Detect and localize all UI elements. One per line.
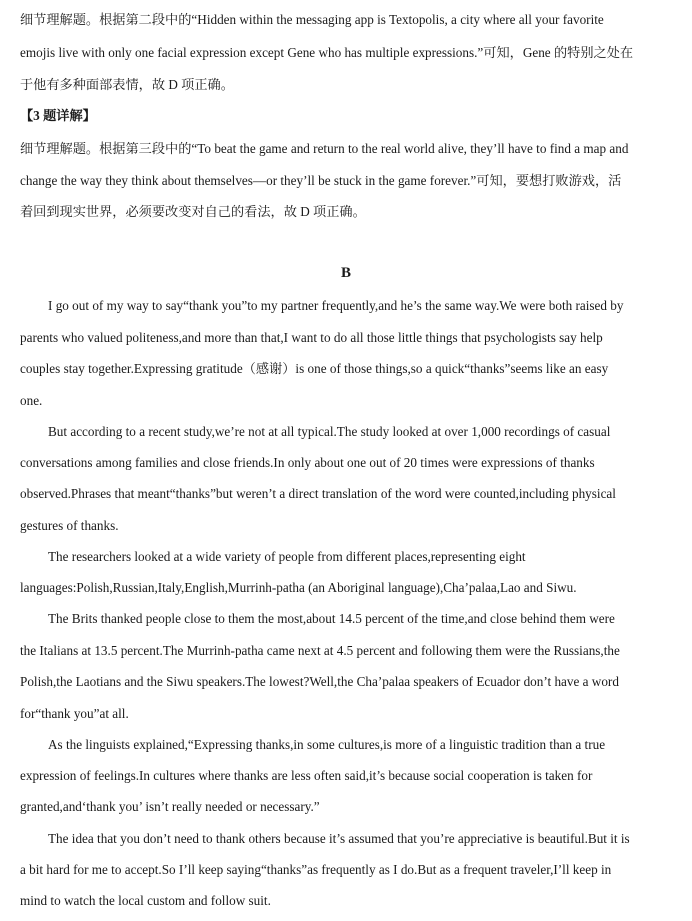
passage-line: But according to a recent study,we’re not at all typical.The study looked at over 1,000 recordings of casual <box>48 424 611 439</box>
passage-line: expression of feelings.In cultures where thanks are less often said,it’s because social cooperation is taken for <box>20 768 593 783</box>
passage-line: Polish,the Laotians and the Siwu speakers.The lowest?Well,the Cha’palaa speakers of Ecuador don’t have a word <box>20 674 619 689</box>
passage-line: one. <box>20 393 43 408</box>
passage-b-heading: B <box>340 265 351 281</box>
answer-q2-line: emojis live with only one facial expression except Gene who has multiple expressions.”可知，Gene 的特别之处在 <box>20 45 634 60</box>
passage-line: gestures of thanks. <box>20 518 119 533</box>
answer-q2-line: 细节理解题。根据第二段中的“Hidden within the messaging app is Textopolis, a city where all your favorite <box>20 12 604 27</box>
passage-line: The Brits thanked people close to them the most,about 14.5 percent of the time,and close behind them were <box>48 611 615 626</box>
passage-line: As the linguists explained,“Expressing thanks,in some cultures,is more of a linguistic tradition than a true <box>48 737 606 752</box>
passage-line: couples stay together.Expressing gratitude（感谢）is one of those things,so a quick“thanks”seems like an easy <box>20 361 609 376</box>
passage-line: The researchers looked at a wide variety of people from different places,representing eight <box>48 549 526 564</box>
passage-line: The idea that you don’t need to thank others because it’s assumed that you’re appreciative is beautiful.But it is <box>48 831 630 846</box>
passage-line: for“thank you”at all. <box>20 706 129 721</box>
passage-line: the Italians at 13.5 percent.The Murrinh-patha came next at 4.5 percent and following them were the Russians,the <box>20 643 620 658</box>
passage-line: granted,and‘thank you’ isn’t really needed or necessary.” <box>20 799 320 814</box>
answer-q2-line: 于他有多种面部表情，故 D 项正确。 <box>20 77 234 92</box>
passage-line: I go out of my way to say“thank you”to my partner frequently,and he’s the same way.We were both raised by <box>48 298 624 313</box>
passage-line: languages:Polish,Russian,Italy,English,Murrinh-patha (an Aboriginal language),Cha’palaa,Lao and Siwu. <box>20 580 577 595</box>
answer-q3-line: 细节理解题。根据第三段中的“To beat the game and return to the real world alive, they’ll have to find a map and <box>20 141 629 156</box>
passage-line: observed.Phrases that meant“thanks”but weren’t a direct translation of the word were counted,including physical <box>20 486 616 501</box>
passage-line: mind to watch the local custom and follow suit. <box>20 893 271 908</box>
passage-line: conversations among families and close friends.In only about one out of 20 times were expressions of thanks <box>20 455 595 470</box>
answer-q3-line: 着回到现实世界，必须要改变对自己的看法，故 D 项正确。 <box>20 204 366 219</box>
answer-q3-heading: 【3 题详解】 <box>20 108 96 123</box>
answer-q3-line: change the way they think about themselves—or they’ll be stuck in the game forever.”可知，要想打败游戏，活 <box>20 173 622 188</box>
passage-line: parents who valued politeness,and more than that,I want to do all those little things that psychologists say help <box>20 330 603 345</box>
passage-line: a bit hard for me to accept.So I’ll keep saying“thanks”as frequently as I do.But as a frequent traveler,I’ll keep in <box>20 862 612 877</box>
